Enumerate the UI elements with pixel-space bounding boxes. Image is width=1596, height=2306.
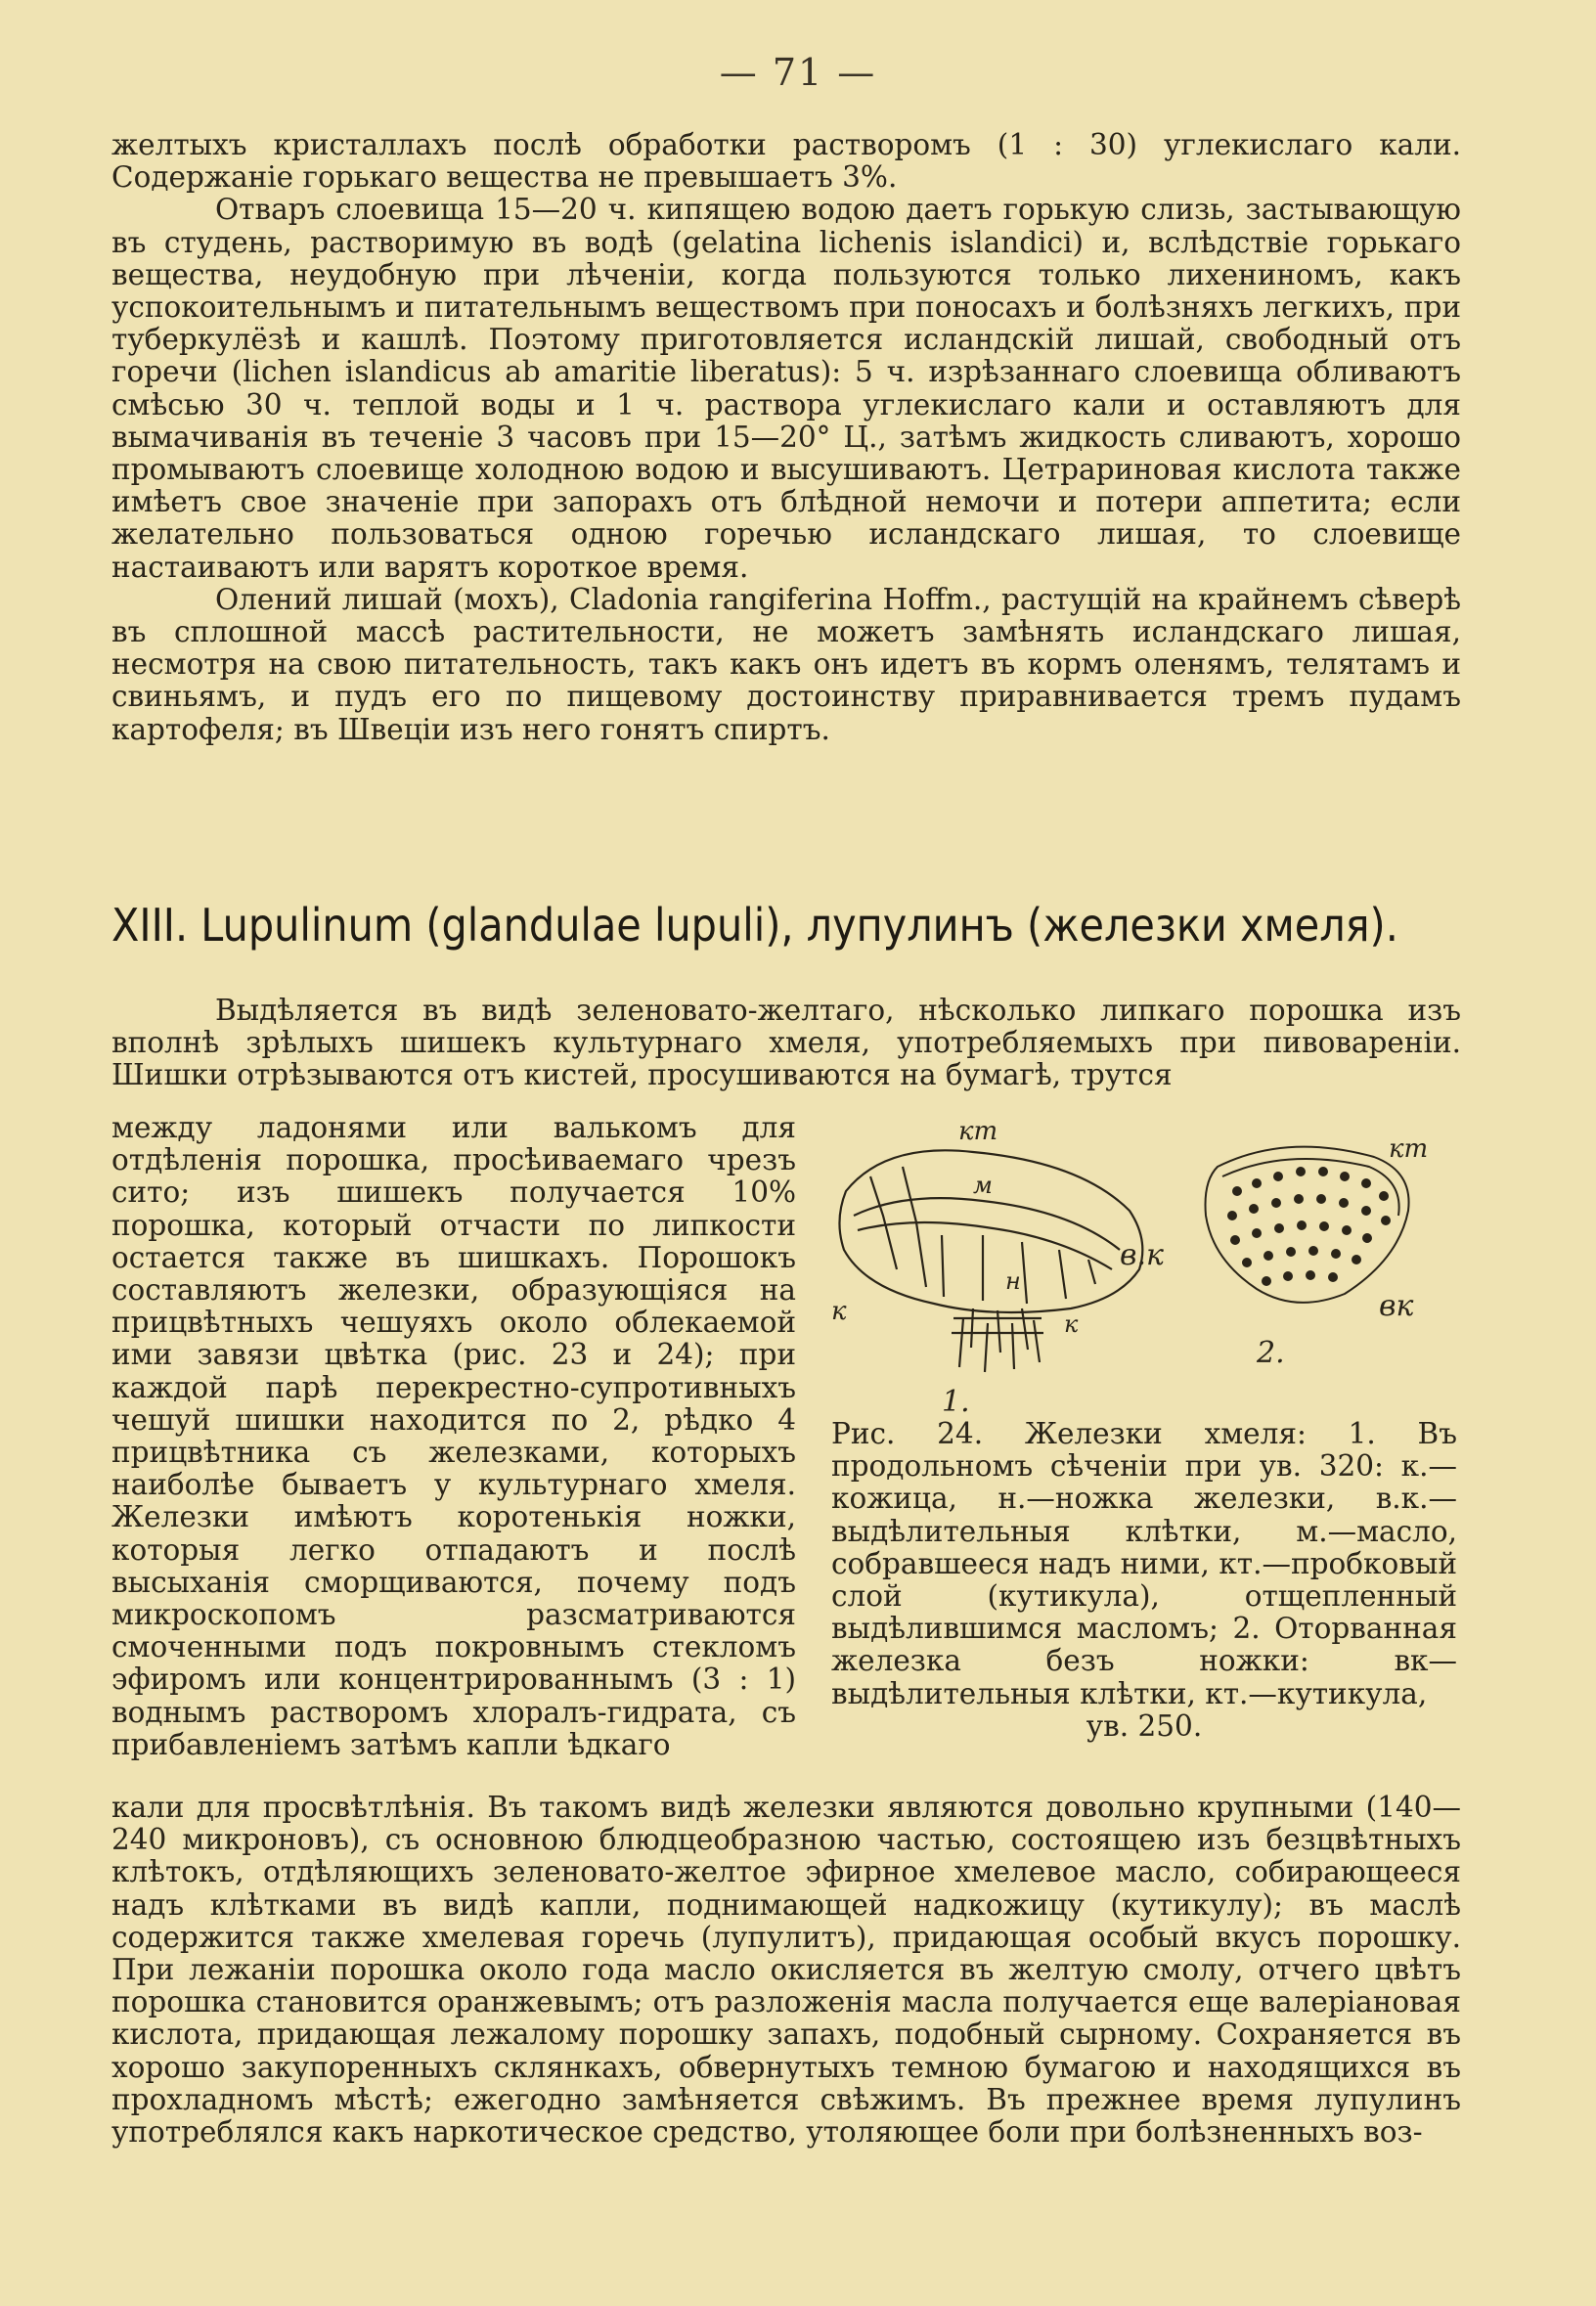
gland-torn-drawing bbox=[1206, 1147, 1409, 1303]
lupulin-rest-paragraph: кали для просвѣтлѣнія. Въ такомъ видѣ железки являются довольно крупными (140—240 микроновъ), съ основною блюдцеобразною частью, состоящею изъ безцвѣтныхъ клѣтокъ, отдѣляющихъ зеленовато-желтое эфирное хмелевое масло, собирающееся надъ клѣтками въ видѣ капли, поднимающей надкожицу (кутикулу); въ маслѣ содержится также хмелевая горечь (лупулитъ), придающая особый вкусъ порошку. При лежаніи порошка около года масло окисляется въ желтую смолу, отчего цвѣтъ порошка становится оранжевымъ; отъ разложенія масла получается еще валеріановая кислота, придающая лежалому порошку запахъ, подобный сырному. Сохраняется въ хорошо закупоренныхъ склянкахъ, обвернутыхъ темною бумагою и находящихся въ прохладномъ мѣстѣ; ежегодно замѣняется свѣжимъ. Въ прежнее время лупулинъ употреблялся какъ наркотическое средство, утоляющее боли при болѣзненныхъ воз- bbox=[111, 1791, 1461, 2150]
label-kt-2: кт bbox=[1389, 1134, 1429, 1164]
label-n: н bbox=[1005, 1267, 1021, 1295]
page-number: — 71 — bbox=[719, 51, 877, 94]
label-kt: кт bbox=[958, 1117, 998, 1146]
section-heading: XIII. Lupulinum (glandulae lupuli), лупулинъ (железки хмеля). bbox=[111, 899, 1398, 952]
gland-cells-pattern bbox=[1227, 1167, 1391, 1286]
label-k-bottom: к bbox=[1064, 1310, 1079, 1338]
figure-caption bbox=[831, 1418, 1457, 1743]
label-vk-1: в.к bbox=[1120, 1238, 1164, 1272]
label-figure-2: 2. bbox=[1257, 1336, 1285, 1370]
label-figure-1: 1. bbox=[942, 1385, 970, 1419]
label-m: м bbox=[973, 1172, 993, 1199]
section-lichen-text bbox=[111, 129, 1461, 746]
paragraph-3: Олений лишай (мохъ), Cladonia rangiferina Hoffm., растущій на крайнемъ сѣверѣ въ сплошной массѣ растительности, не можетъ замѣнять исландскаго лишая, несмотря на свою питательность, такъ какъ онъ идетъ въ кормъ оленямъ, телятамъ и свиньямъ, и пудъ его по пищевому достоинству приравнивается тремъ пудамъ картофеля; въ Швеціи изъ него гонятъ спиртъ. bbox=[111, 582, 1461, 746]
caption-text: Рис. 24. Железки хмеля: 1. Въ продольномъ сѣченіи при ув. 320: к.—кожица, н.—ножка железки, в.к.—выдѣлительныя клѣтки, м.—масло, собравшееся надъ ними, кт.—пробковый слой (кутикула), отщепленный выдѣлившимся масломъ; 2. Оторванная железка безъ ножки: вк—выдѣлительныя клѣтки, кт.—кутикула, bbox=[831, 1417, 1457, 1710]
label-k-left: к bbox=[831, 1297, 847, 1326]
lupulin-intro-paragraph: Выдѣляется въ видѣ зеленовато-желтаго, нѣсколько липкаго порошка изъ вполнѣ зрѣлыхъ шишекъ культурнаго хмеля, употребляемыхъ при пивовареніи. Шишки отрѣзываются отъ кистей, просушиваются на бумагѣ, трутся bbox=[111, 994, 1461, 1092]
lupulin-narrow-paragraph: между ладонями или валькомъ для отдѣленія порошка, просѣиваемаго чрезъ сито; изъ шишекъ получается 10% порошка, который отчасти по липкости остается также въ шишкахъ. Порошокъ составляютъ железки, образующіяся на прицвѣтныхъ чешуяхъ около облекаемой ими завязи цвѣтка (рис. 23 и 24); при каждой парѣ перекрестно-супротивныхъ чешуй шишки находится по 2, рѣдко 4 прицвѣтника съ железками, которыхъ наиболѣе бываетъ у культурнаго хмеля. Железки имѣютъ коротенькія ножки, которыя легко отпадаютъ и послѣ высыханія сморщиваются, почему подъ микроскопомъ разсматриваются смоченными подъ покровнымъ стекломъ эфиромъ или концентрированнымъ (3 : 1) воднымъ растворомъ хлоралъ-гидрата, съ прибавленіемъ затѣмъ капли ѣдкаго bbox=[111, 1111, 796, 1761]
paragraph-2: Отваръ слоевища 15—20 ч. кипящею водою даетъ горькую слизь, застывающую въ студень, растворимую въ водѣ (gelatina lichenis islandici) и, вслѣдствіе горькаго вещества, неудобную при лѣченіи, когда пользуются только лихениномъ, какъ успокоительнымъ и питательнымъ веществомъ при поносахъ и болѣзняхъ легкихъ, при туберкулёзѣ и кашлѣ. Поэтому приготовляется исландскій лишай, свободный отъ горечи (lichen islandicus ab amaritie liberatus): 5 ч. изрѣзаннаго слоевища обливаютъ смѣсью 30 ч. теплой воды и 1 ч. раствора углекислаго кали и оставляютъ для вымачиванія въ теченіе 3 часовъ при 15—20° Ц., затѣмъ жидкость сливаютъ, хорошо промываютъ слоевище холодною водою и высушиваютъ. Цетрариновая кислота также имѣетъ свое значеніе при запорахъ отъ блѣдной немочи и потери аппетита; если желательно пользоваться одною горечью исландскаго лишая, то слоевище настаиваютъ или варятъ короткое время. bbox=[111, 193, 1461, 584]
paragraph-1: желтыхъ кристаллахъ послѣ обработки растворомъ (1 : 30) углекислаго кали. Содержаніе горькаго вещества не превышаетъ 3%. bbox=[111, 128, 1461, 195]
label-vk-2: вк bbox=[1379, 1289, 1414, 1323]
caption-end: ув. 250. bbox=[1086, 1708, 1203, 1743]
